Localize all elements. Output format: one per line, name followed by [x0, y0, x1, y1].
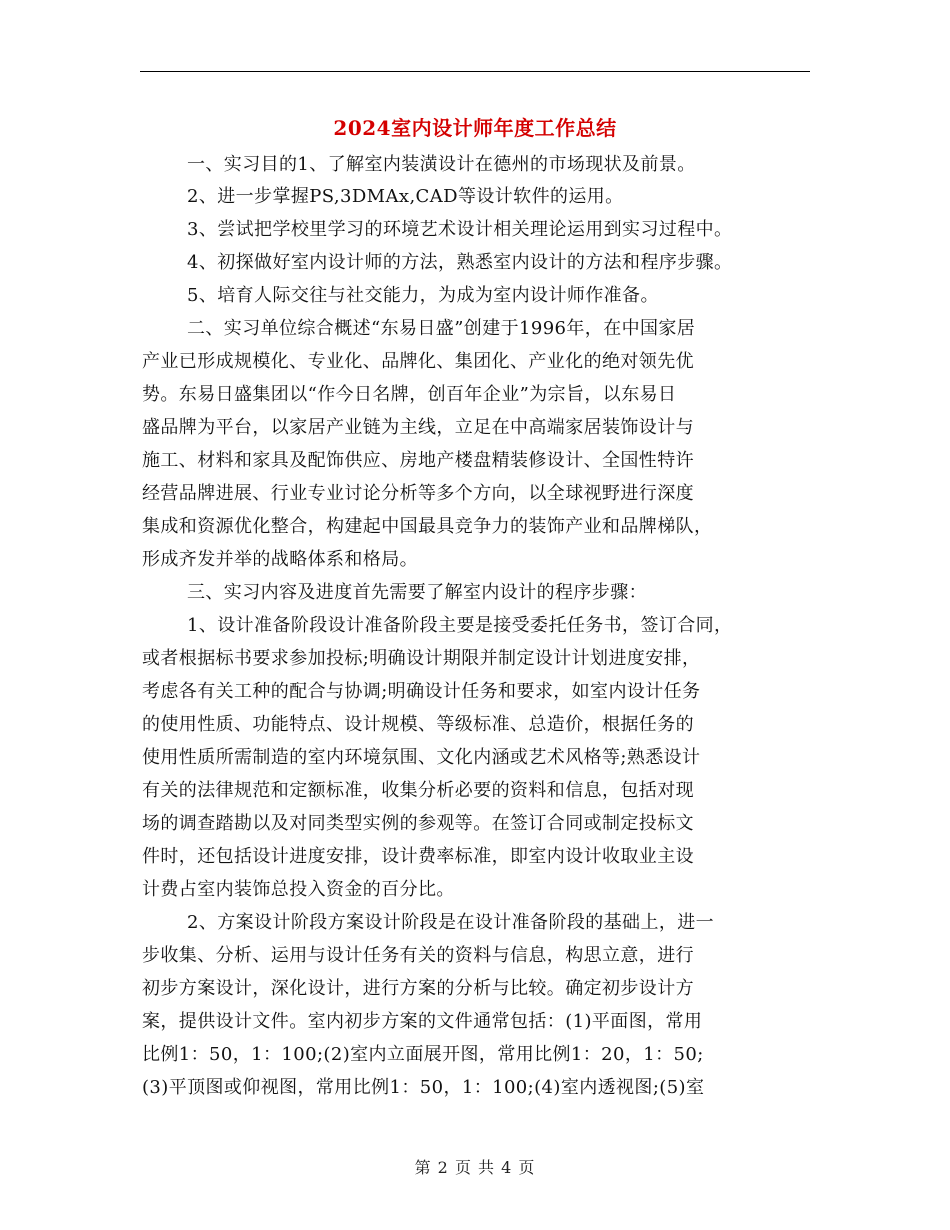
- paragraph-line: (3)平顶图或仰视图，常用比例1：50，1：100;(4)室内透视图;(5)室: [142, 1077, 705, 1098]
- paragraph-line: 二、实习单位综合概述“东易日盛”创建于1996年，在中国家居: [187, 318, 696, 339]
- header-rule: [140, 71, 810, 72]
- paragraph-line: 场的调查踏勘以及对同类型实例的参观等。在签订合同或制定投标文: [142, 813, 694, 834]
- paragraph-line: 有关的法律规范和定额标准，收集分析必要的资料和信息，包括对现: [142, 780, 694, 801]
- paragraph-line: 一、实习目的1、了解室内装潢设计在德州的市场现状及前景。: [187, 154, 696, 175]
- paragraph-line: 2、进一步掌握PS,3DMAx,CAD等设计软件的运用。: [187, 186, 624, 207]
- paragraph-line: 案，提供设计文件。室内初步方案的文件通常包括：(1)平面图，常用: [142, 1011, 703, 1032]
- paragraph-line: 4、初探做好室内设计师的方法，熟悉室内设计的方法和程序步骤。: [187, 252, 733, 273]
- paragraph-line: 5、培育人际交往与社交能力，为成为室内设计师作准备。: [187, 285, 659, 306]
- paragraph-line: 比例1：50，1：100;(2)室内立面展开图，常用比例1：20，1：50;: [142, 1044, 704, 1065]
- paragraph-line: 经营品牌进展、行业专业讨论分析等多个方向，以全球视野进行深度: [142, 483, 694, 504]
- paragraph-line: 或者根据标书要求参加投标;明确设计期限并制定设计计划进度安排，: [142, 648, 701, 669]
- paragraph-line: 计费占室内装饰总投入资金的百分比。: [142, 879, 455, 900]
- paragraph-line: 步收集、分析、运用与设计任务有关的资料与信息，构思立意，进行: [142, 945, 694, 966]
- paragraph-line: 初步方案设计，深化设计，进行方案的分析与比较。确定初步设计方: [142, 978, 694, 999]
- paragraph-line: 件时，还包括设计进度安排，设计费率标准，即室内设计收取业主设: [142, 846, 694, 867]
- paragraph-line: 三、实习内容及进度首先需要了解室内设计的程序步骤：: [187, 582, 647, 603]
- paragraph-line: 的使用性质、功能特点、设计规模、等级标准、总造价，根据任务的: [142, 714, 694, 735]
- paragraph-line: 产业已形成规模化、专业化、品牌化、集团化、产业化的绝对领先优: [142, 351, 694, 372]
- paragraph-line: 3、尝试把学校里学习的环境艺术设计相关理论运用到实习过程中。: [187, 219, 733, 240]
- paragraph-line: 考虑各有关工种的配合与协调;明确设计任务和要求，如室内设计任务: [142, 681, 701, 702]
- paragraph-line: 集成和资源优化整合，构建起中国最具竞争力的装饰产业和品牌梯队，: [142, 516, 713, 537]
- paragraph-line: 势。东易日盛集团以“作今日名牌，创百年企业”为宗旨，以东易日: [142, 384, 677, 405]
- paragraph-line: 使用性质所需制造的室内环境氛围、文化内涵或艺术风格等;熟悉设计: [142, 747, 701, 768]
- paragraph-line: 盛品牌为平台，以家居产业链为主线，立足在中高端家居装饰设计与: [142, 417, 694, 438]
- paragraph-line: 2、方案设计阶段方案设计阶段是在设计准备阶段的基础上，进一: [187, 912, 715, 933]
- paragraph-line: 形成齐发并举的战略体系和格局。: [142, 549, 418, 570]
- paragraph-line: 施工、材料和家具及配饰供应、房地产楼盘精装修设计、全国性特许: [142, 450, 694, 471]
- page-number: 第 2 页 共 4 页: [414, 1158, 536, 1177]
- paragraph-line: 1、设计准备阶段设计准备阶段主要是接受委托任务书，签订合同，: [187, 615, 733, 636]
- document-title: 2024室内设计师年度工作总结: [333, 116, 617, 140]
